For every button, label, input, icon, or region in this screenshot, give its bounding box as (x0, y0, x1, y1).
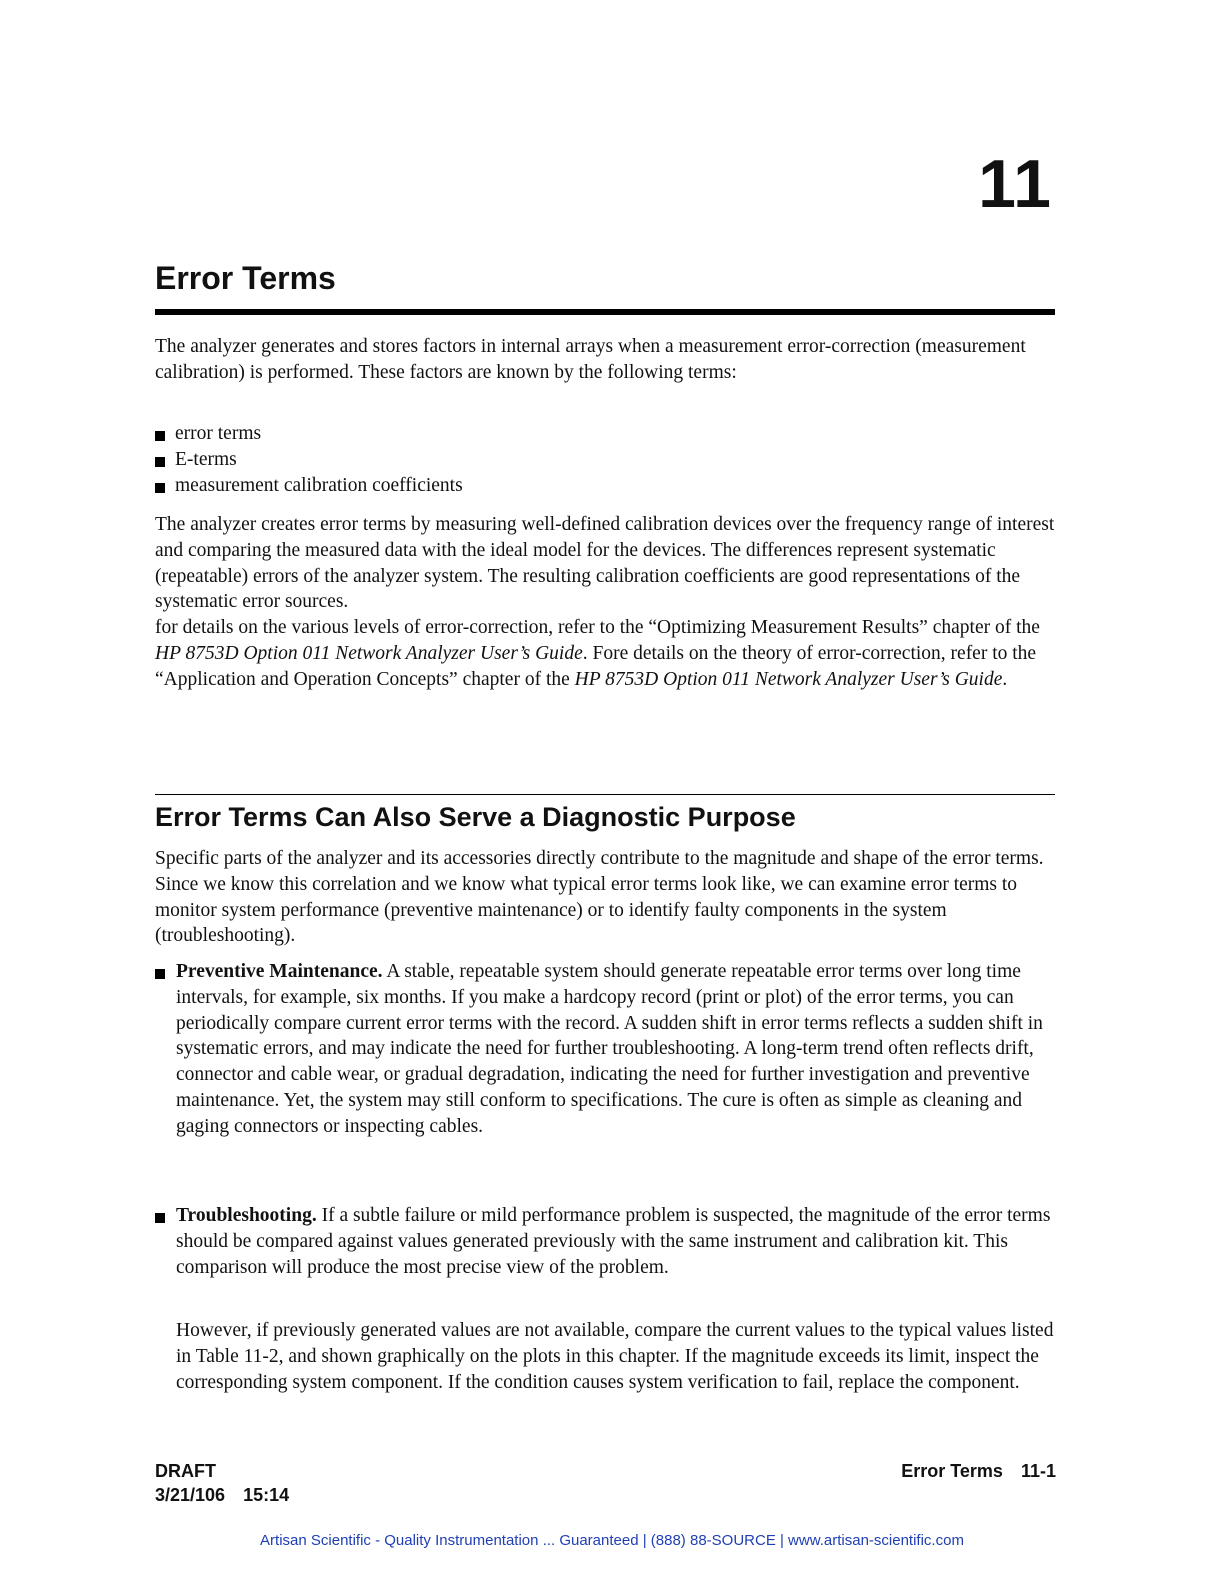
draft-time: 15:14 (243, 1485, 290, 1505)
bullet-square-icon (155, 457, 165, 467)
guide-reference: HP 8753D Option 011 Network Analyzer User’s Guide (574, 668, 1003, 690)
term-list (155, 421, 1055, 498)
footer-draft (155, 1459, 289, 1507)
list-item-text: error terms (175, 423, 262, 444)
diagnostic-list (155, 959, 1060, 1140)
item-text: A stable, repeatable system should generate repeatable error terms over long time intervals, for example, six months. If you make a hardcopy record (print or plot) of the error terms, you can periodically compare current error terms with the record. A sudden shift in error terms reflects a sudden shift in systematic errors, and may indicate the need for further troubleshooting. A long-term trend often reflects drift, connector and cable wear, or gradual degradation, indicating the need for further investigation and preventive maintenance. Yet, the system may still conform to specifications. The cure is often as simple as cleaning and gaging connectors or inspecting cables. (176, 961, 1043, 1137)
bullet-square-icon (155, 1213, 165, 1223)
chapter-number: 11 (978, 146, 1052, 222)
calibration-paragraph (155, 512, 1060, 693)
list-item-text: E-terms (175, 448, 237, 470)
diagnostic-list (155, 1203, 1060, 1280)
title-rule (155, 309, 1055, 315)
draft-date: 3/21/106 (155, 1485, 226, 1505)
list-item (155, 473, 1055, 499)
item-term: Troubleshooting. (176, 1205, 317, 1226)
paragraph-text: . Fore details on the theory of error-correction, refer to the “Application and Operation Concepts” chapter of the (155, 642, 1037, 690)
section-heading: Error Terms Can Also Serve a Diagnostic Purpose (155, 802, 796, 832)
section-rule (155, 794, 1055, 795)
footer-page (901, 1459, 1056, 1483)
list-item (155, 447, 1055, 473)
paragraph-text: The analyzer creates error terms by measuring well-defined calibration devices over the frequency range of interest and comparing the measured data with the ideal model for the devices. The differences represent systematic (repeatable) errors of the analyzer system. The resulting calibration coefficients are good representations of the systematic error sources. (155, 514, 1055, 613)
paragraph-text: for details on the various levels of error-correction, refer to the “Optimizing Measurement Results” chapter of the (155, 617, 1040, 639)
list-item (155, 959, 1060, 1140)
continuation-paragraph: However, if previously generated values are not available, compare the current values to the typical values listed in Table 11-2, and shown graphically on the plots in this chapter. If the magnitude exceeds its limit, inspect the corresponding system component. If the condition causes system verification to fail, replace the component. (176, 1320, 1054, 1393)
page-number: 11-1 (1020, 1461, 1056, 1481)
list-item-text: measurement calibration coefficients (175, 474, 463, 496)
bullet-square-icon (155, 969, 165, 979)
diagnostic-paragraph: Specific parts of the analyzer and its accessories directly contribute to the magnitude and shape of the error terms. Since we know this correlation and we know what typical error terms look like, we can examine error terms to monitor system performance (preventive maintenance) or to identify faulty components in the system (troubleshooting). (155, 848, 1044, 947)
item-text: If a subtle failure or mild performance problem is suspected, the magnitude of the error terms should be compared against values generated previously with the same instrument and calibration kit. This comparison will produce the most precise view of the problem. (176, 1205, 1051, 1278)
chapter-title: Error Terms (155, 260, 336, 296)
item-term: Preventive Maintenance. (176, 961, 383, 982)
bullet-square-icon (155, 483, 165, 493)
footer-section-title: Error Terms (901, 1461, 1003, 1481)
list-item (155, 421, 1055, 447)
intro-paragraph: The analyzer generates and stores factors in internal arrays when a measurement error-correction (measurement calibration) is performed. These factors are known by the following terms: (155, 336, 1026, 383)
list-item (155, 1203, 1060, 1280)
bullet-square-icon (155, 431, 165, 441)
vendor-banner[interactable]: Artisan Scientific - Quality Instrumentation ... Guaranteed | (888) 88-SOURCE | www.artisan-scientific.com (260, 1532, 964, 1549)
guide-reference: HP 8753D Option 011 Network Analyzer User’s Guide (155, 642, 583, 664)
draft-label: DRAFT (155, 1461, 216, 1481)
paragraph-text: . (1002, 668, 1008, 690)
